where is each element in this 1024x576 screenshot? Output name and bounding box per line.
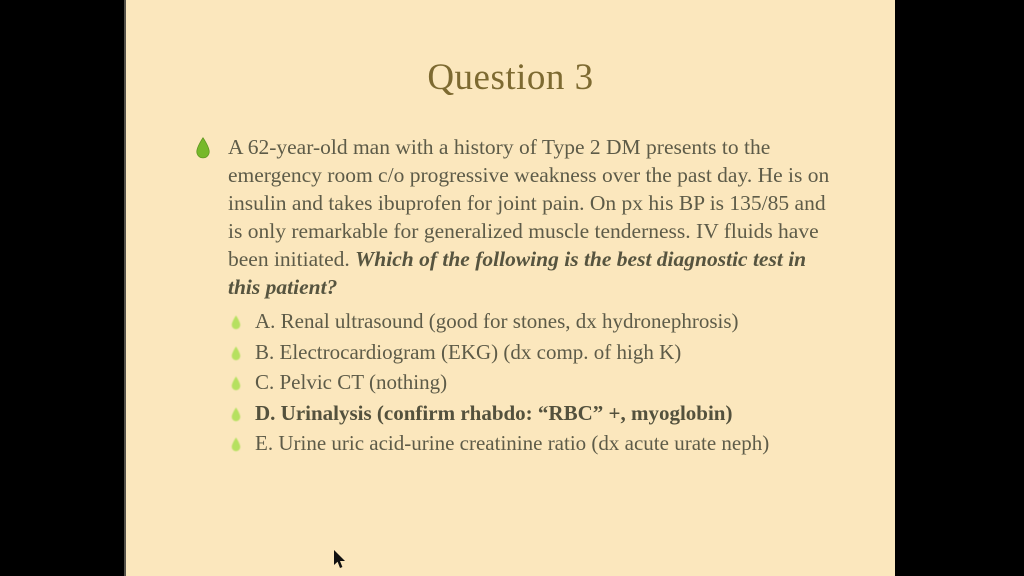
answer-option-row <box>230 309 895 340</box>
answer-option-label: A. Renal ultrasound (good for stones, dx hydronephrosis) <box>255 309 739 333</box>
answer-option-label: D. Urinalysis (confirm rhabdo: “RBC” +, myoglobin) <box>255 400 733 425</box>
answer-option-label: E. Urine uric acid-urine creatinine ratio (dx acute urate neph) <box>255 431 770 455</box>
slide-title: Question 3 <box>427 57 594 98</box>
presentation-slide <box>124 0 895 576</box>
answer-option-row <box>230 370 895 401</box>
answer-options-list <box>230 309 895 462</box>
answer-option-row <box>230 401 895 432</box>
droplet-icon-small <box>230 376 242 391</box>
question-text <box>228 133 830 301</box>
question-bullet-block <box>194 133 895 301</box>
answer-option-row <box>230 431 895 462</box>
answer-option-label: C. Pelvic CT (nothing) <box>255 370 448 394</box>
answer-option-row <box>230 340 895 371</box>
droplet-icon-small <box>230 315 242 330</box>
droplet-icon-small <box>230 407 242 422</box>
letterbox-right <box>895 0 1024 576</box>
question-text-emphasis: Which of the following is the best diagnostic test in this patient? <box>228 247 807 299</box>
question-text-normal: A 62-year-old man with a history of Type 2 DM presents to the emergency room c/o progressive weakness over the past day. He is on insulin and takes ibuprofen for joint pain. On px his BP is 135/85 and is only remarkable for generalized muscle tenderness. IV fluids have been initiated. <box>228 135 830 271</box>
droplet-icon-small <box>230 346 242 361</box>
letterbox-left <box>0 0 124 576</box>
answer-option-label: B. Electrocardiogram (EKG) (dx comp. of high K) <box>255 339 682 364</box>
droplet-icon <box>194 137 212 159</box>
droplet-icon-small <box>230 437 242 452</box>
